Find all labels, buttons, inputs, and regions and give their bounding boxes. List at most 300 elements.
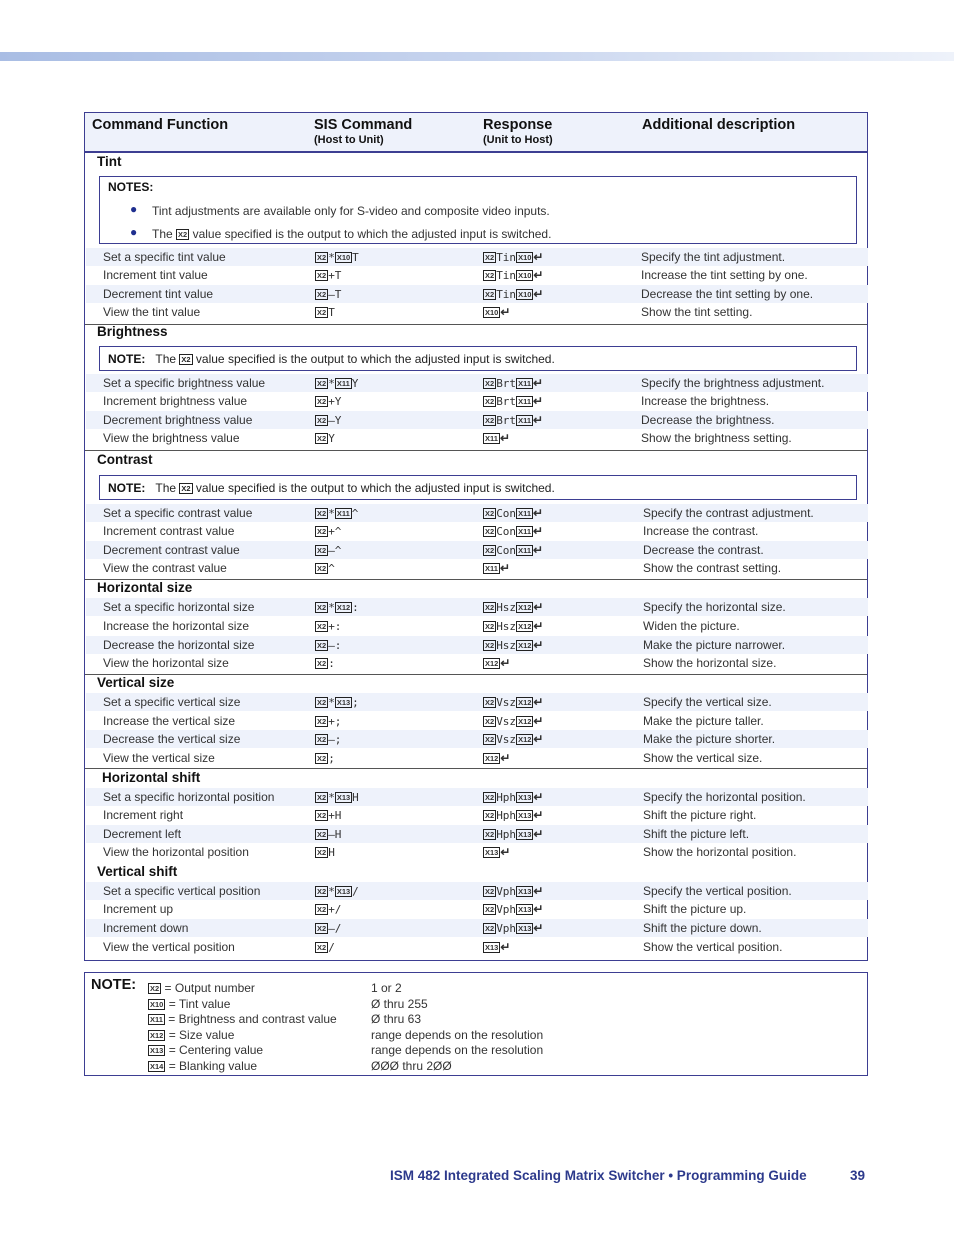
variable-box: X12 [336,603,351,612]
command-text: +Y [328,395,342,408]
description: Widen the picture. [643,619,740,633]
legend-note-label: NOTE: [91,977,137,993]
header-response: Response (Unit to Host) [483,117,553,146]
command-text: –Y [328,414,342,427]
variable-box: X2 [317,271,327,280]
description: Make the picture taller. [643,714,764,728]
variable-box: X10 [336,253,351,262]
return-icon: ↵ [533,287,544,301]
command-text: –H [328,828,342,841]
command-function: Decrease the horizontal size [103,638,255,652]
variable-box: X10 [518,290,532,299]
variable-box: X12 [485,659,499,668]
table-row [86,712,868,730]
variable-box: X12 [518,735,532,744]
description: Show the horizontal position. [643,845,797,859]
variable-box: X2 [485,887,495,896]
bullet-icon: ● [130,202,138,216]
command-function: Set a specific vertical size [103,695,241,709]
sis-command [315,268,341,282]
variable-box: X2 [485,290,495,299]
command-function: Increment up [103,902,174,916]
description: Shift the picture right. [643,808,757,822]
variable-box: X2 [317,830,327,839]
command-function: Increment tint value [103,268,208,282]
variable-box: X11 [336,379,350,388]
header-sis-command: SIS Command (Host to Unit) [314,117,413,146]
return-icon: ↵ [533,600,544,614]
command-function: Set a specific contrast value [103,506,253,520]
response [483,790,543,804]
command-text: Tin [496,251,517,264]
response [483,902,543,916]
command-function: Set a specific brightness value [103,376,266,390]
command-function: View the horizontal position [103,845,249,859]
table-row [86,559,868,577]
legend-item-range: 1 or 2 [371,981,402,995]
legend-item [148,1059,257,1073]
table-row [86,522,868,540]
sis-command [315,845,335,859]
sis-command [315,921,341,935]
variable-box: X13 [485,848,499,857]
return-icon: ↵ [500,751,511,765]
variable-box: X13 [518,811,532,820]
variable-box: X13 [485,943,499,952]
command-text: * [328,251,335,264]
divider [85,324,867,325]
command-text: ^ [351,507,359,520]
variable-box: X13 [518,887,532,896]
description: Make the picture shorter. [643,732,776,746]
command-function: Set a specific horizontal position [103,790,275,804]
command-function: Increment contrast value [103,524,235,538]
command-function: Decrement brightness value [103,413,253,427]
description: Decrease the brightness. [641,413,775,427]
table-row [86,285,868,303]
table-row [86,938,868,956]
variable-box: X12 [518,603,532,612]
legend-item [148,1012,337,1026]
sis-command [315,808,341,822]
return-icon: ↵ [533,714,544,728]
response [483,506,543,520]
variable-box: X2 [485,905,495,914]
table-row [86,919,868,937]
return-icon: ↵ [533,268,544,282]
table-row [86,248,868,266]
description: Show the contrast setting. [643,561,782,575]
sis-command [315,790,359,804]
response [483,376,543,390]
contrast-note: NOTE: The X2 value specified is the output to which the adjusted input is switched. [108,481,555,495]
response [483,287,543,301]
description: Decrease the tint setting by one. [641,287,814,301]
command-text: Hph [496,791,517,804]
legend-item [148,1028,234,1042]
divider [85,768,867,769]
command-text: * [328,885,335,898]
variable-box: X2 [317,887,327,896]
description: Specify the vertical size. [643,695,772,709]
table-row [86,806,868,824]
variable-box: X2 [317,564,327,573]
section-title-tint: Tint [97,154,122,169]
sis-command [315,376,358,390]
command-text: +; [328,715,342,728]
variable-box: X2 [317,641,327,650]
table-row [86,504,868,522]
variable-box: X2 [317,546,327,555]
sis-command [315,619,341,633]
variable-box: X11 [485,564,498,573]
command-text: Vsz [496,696,517,709]
command-text: Hph [496,828,517,841]
description: Show the horizontal size. [643,656,777,670]
legend-item-range: ØØØ thru 2ØØ [371,1058,452,1073]
table-row [86,730,868,748]
variable-box: X2 [317,509,327,518]
variable-box: X2 [485,622,495,631]
table-row [86,411,868,429]
table-row [86,374,868,392]
command-function: View the brightness value [103,431,240,445]
variable-box: X2 [150,984,160,993]
command-text: +T [328,269,342,282]
variable-box: X2 [317,698,327,707]
legend-item-name: = Output number [161,981,255,995]
variable-box: X11 [485,434,498,443]
notes-label: NOTES: [108,180,154,194]
variable-box: X2 [317,290,327,299]
command-text: Brt [496,377,517,390]
header-additional-description: Additional description [642,117,796,133]
table-row [86,303,868,321]
variable-box: X13 [336,793,351,802]
variable-box: X2 [317,659,327,668]
command-function: Set a specific horizontal size [103,600,255,614]
command-function: Decrement tint value [103,287,214,301]
response [483,394,543,408]
sis-command [315,751,335,765]
variable-box: X2 [317,603,327,612]
return-icon: ↵ [533,413,544,427]
response [483,732,543,746]
variable-box: X11 [518,527,531,536]
return-icon: ↵ [500,305,511,319]
command-text: / [328,941,335,954]
description: Specify the horizontal size. [643,600,786,614]
table-row [86,541,868,559]
command-table [84,112,868,961]
variable-box: X2 [317,924,327,933]
variable-box: X2 [317,754,327,763]
variable-box: X14 [150,1061,164,1071]
table-row [86,636,868,654]
variable-box: X13 [518,924,532,933]
variable-box: X2 [485,527,495,536]
variable-box: X2 [485,924,495,933]
command-text: * [328,791,335,804]
variable-box: X2 [317,848,327,857]
return-icon: ↵ [500,656,511,670]
variable-box: X10 [485,308,499,317]
variable-box: X11 [518,379,531,388]
variable-box: X2 [317,717,327,726]
command-text: Hsz [496,620,517,633]
header-command-function: Command Function [92,117,229,133]
sis-command [315,600,359,614]
sis-command [315,902,341,916]
response [483,431,510,445]
table-row [86,429,868,447]
command-text: H [328,846,335,859]
description: Increase the contrast. [643,524,759,538]
command-text: H [352,791,359,804]
response [483,600,543,614]
variable-box: X2 [485,830,495,839]
description: Show the brightness setting. [641,431,792,445]
response [483,695,543,709]
description: Increase the tint setting by one. [641,268,808,282]
variable-box: X11 [518,509,531,518]
variable-box: X12 [485,754,499,763]
variable-box: X13 [518,830,532,839]
command-text: –: [328,639,342,652]
variable-box: X2 [317,811,327,820]
response [483,524,543,538]
return-icon: ↵ [533,543,544,557]
command-text: +/ [328,903,342,916]
command-function: Set a specific tint value [103,250,226,264]
command-text: / [352,885,359,898]
command-function: View the horizontal size [103,656,229,670]
command-text: Y [351,377,359,390]
variable-box: X2 [317,793,327,802]
legend-item [148,981,255,995]
table-row [86,598,868,616]
section-title-brightness: Brightness [97,324,168,339]
variable-box: X10 [518,253,532,262]
sis-command [315,827,341,841]
command-text: ; [328,752,335,765]
response [483,656,510,670]
command-text: Tin [496,269,517,282]
command-text: Hph [496,809,517,822]
command-function: Set a specific vertical position [103,884,261,898]
return-icon: ↵ [500,845,511,859]
return-icon: ↵ [533,394,544,408]
command-text: –/ [328,922,342,935]
command-text: T [328,306,335,319]
response [483,940,510,954]
top-accent-bar [0,52,954,61]
command-text: –T [328,288,342,301]
description: Increase the brightness. [641,394,770,408]
description: Show the vertical size. [643,751,763,765]
command-text: Vph [496,885,517,898]
bullet-icon: ● [130,225,138,239]
variable-box: X2 [317,943,327,952]
tint-note-1: Tint adjustments are available only for S-video and composite video inputs. [152,204,550,218]
command-function: Increase the horizontal size [103,619,250,633]
variable-box: X2 [485,546,495,555]
command-text: ; [352,696,359,709]
variable-box: X2 [317,434,327,443]
variable-box: X2 [317,527,327,536]
sis-command [315,524,341,538]
variable-legend-box [84,972,868,1076]
variable-box: X2 [485,735,495,744]
command-text: Con [496,507,517,520]
legend-item-range: range depends on the resolution [371,1043,544,1057]
legend-item-name: = Size value [165,1027,235,1042]
command-text: Hsz [496,601,517,614]
return-icon: ↵ [499,561,510,575]
variable-box: X12 [518,698,532,707]
variable-box: X2 [317,397,327,406]
command-text: Vsz [496,733,517,746]
section-title-vertical-shift: Vertical shift [97,864,178,879]
command-text: * [328,601,335,614]
return-icon: ↵ [533,619,544,633]
return-icon: ↵ [533,732,544,746]
variable-box: X11 [518,546,531,555]
variable-box: X11 [518,397,531,406]
description: Specify the vertical position. [643,884,792,898]
response [483,268,543,282]
description: Make the picture narrower. [643,638,786,652]
description: Show the vertical position. [643,940,783,954]
legend-item-name: = Brightness and contrast value [164,1012,337,1026]
section-title-horizontal-shift: Horizontal shift [102,770,201,785]
sis-command [315,305,335,319]
description: Decrease the contrast. [643,543,764,557]
brightness-note: NOTE: The X2 value specified is the output to which the adjusted input is switched. [108,352,555,366]
response [483,250,543,264]
table-row [86,882,868,900]
command-text: Con [496,525,517,538]
command-text: T [352,251,359,264]
description: Specify the contrast adjustment. [643,506,814,520]
sis-command [315,506,358,520]
variable-box: X2 [485,271,495,280]
response [483,619,543,633]
variable-box: X11 [336,509,350,518]
description: Specify the horizontal position. [643,790,806,804]
response [483,827,543,841]
table-row [86,392,868,410]
variable-box: X2 [485,698,495,707]
table-row [86,843,868,861]
legend-item-name: = Centering value [165,1043,264,1057]
variable-box: X12 [518,622,532,631]
command-text: Vsz [496,715,517,728]
legend-item-name: = Blanking value [165,1058,258,1073]
return-icon: ↵ [533,884,544,898]
command-function: Increment right [103,808,184,822]
divider [85,674,867,675]
variable-box: X13 [336,887,351,896]
command-text: Vph [496,922,517,935]
variable-box: X2 [317,308,327,317]
command-text: +^ [328,525,342,538]
response [483,413,543,427]
command-text: Hsz [496,639,517,652]
variable-box: X2 [317,416,327,425]
sis-command [315,250,359,264]
table-row [86,266,868,284]
variable-box: X2 [317,622,327,631]
sis-command [315,714,341,728]
table-row [86,693,868,711]
sis-command [315,394,341,408]
command-text: * [328,696,335,709]
return-icon: ↵ [533,524,544,538]
variable-box: X10 [518,271,532,280]
command-text: * [328,377,335,390]
response [483,921,543,935]
command-text: –^ [328,544,342,557]
command-text: Tin [496,288,517,301]
variable-box: X12 [150,1030,164,1040]
return-icon: ↵ [533,250,544,264]
response [483,714,543,728]
command-text: Vph [496,903,517,916]
variable-box: X2 [485,603,495,612]
response [483,638,543,652]
sis-command [315,431,335,445]
command-text: Y [328,432,335,445]
variable-box: X10 [150,999,164,1009]
variable-box: X11 [150,1015,163,1024]
response [483,751,510,765]
command-function: View the vertical size [103,751,215,765]
variable-box: X2 [317,905,327,914]
return-icon: ↵ [533,921,544,935]
variable-box: X2 [485,641,495,650]
section-title-horizontal-size: Horizontal size [97,580,193,595]
return-icon: ↵ [533,376,544,390]
sis-command [315,287,341,301]
description: Shift the picture down. [643,921,762,935]
variable-box: X2 [485,416,495,425]
variable-box: X2 [317,253,327,262]
description: Shift the picture up. [643,902,747,916]
legend-item [148,997,230,1011]
table-row [86,654,868,672]
command-text: Brt [496,395,517,408]
sis-command [315,884,359,898]
return-icon: ↵ [533,695,544,709]
variable-box: X2 [485,379,495,388]
variable-box: X13 [518,905,532,914]
sis-command [315,940,335,954]
return-icon: ↵ [499,431,510,445]
variable-box: X12 [518,641,532,650]
variable-box: X2 [485,397,495,406]
section-title-vertical-size: Vertical size [97,675,175,690]
command-text: –; [328,733,342,746]
command-function: Decrement contrast value [103,543,240,557]
response [483,845,510,859]
variable-box: X13 [336,698,351,707]
command-function: View the vertical position [103,940,235,954]
command-text: Con [496,544,517,557]
command-function: Increment down [103,921,189,935]
footer-title: ISM 482 Integrated Scaling Matrix Switcher • Programming Guide [390,1168,807,1183]
command-text: : [352,601,359,614]
